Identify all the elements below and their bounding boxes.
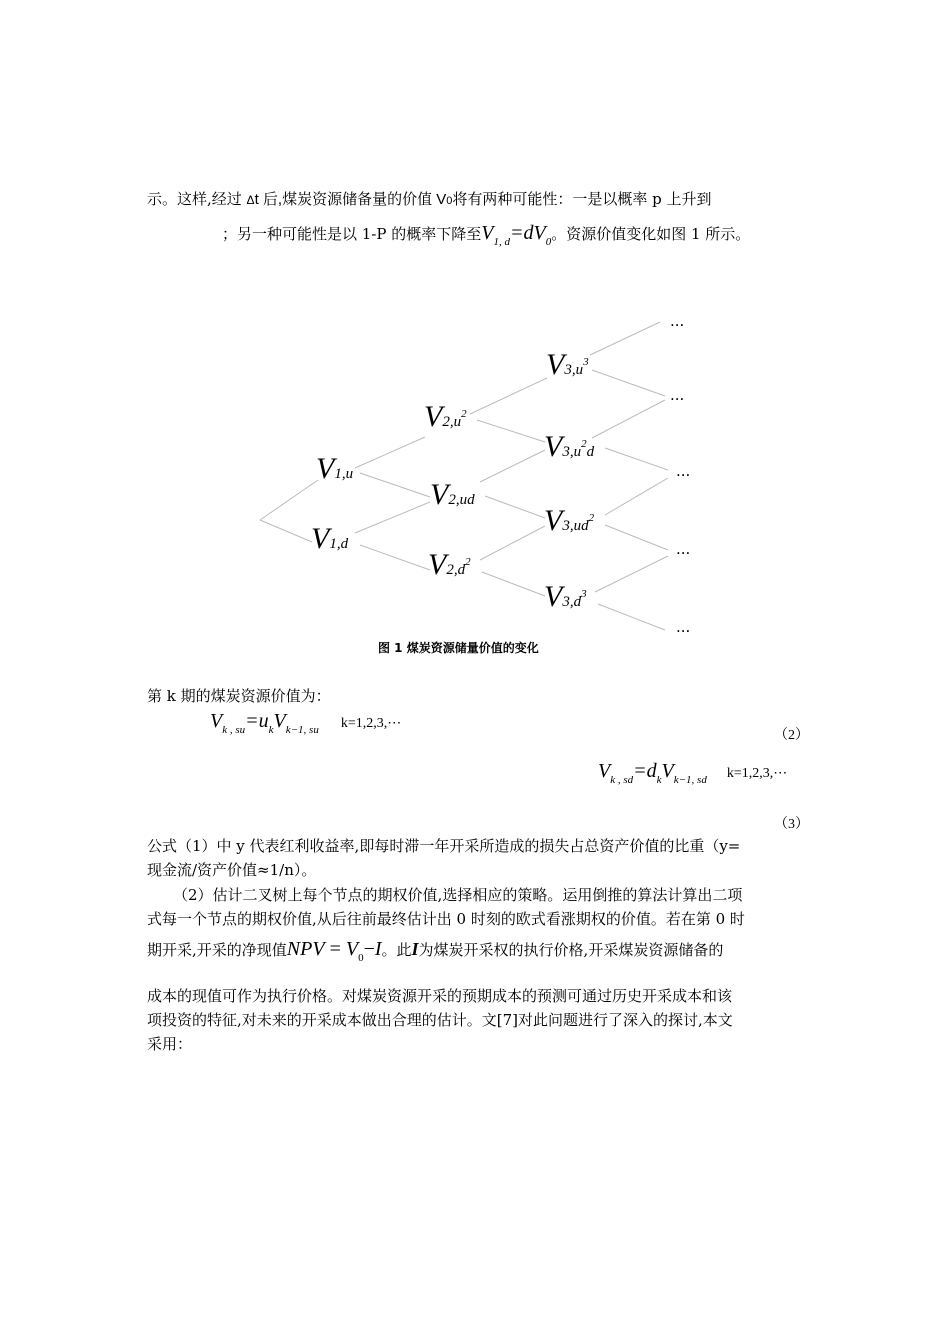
node-subscript-tail: d (586, 444, 595, 460)
math-subscript: 0 (545, 236, 552, 248)
range-text: k=1,2,3,⋯ (726, 766, 788, 781)
node-subscript: 2,u (442, 414, 462, 430)
edge (355, 502, 430, 533)
delta-symbol: Δ (246, 193, 255, 207)
math-subscript: k (268, 724, 274, 736)
math-subscript: 1, d (493, 236, 510, 248)
node-v2ud (430, 478, 475, 512)
node-symbol: V (546, 348, 565, 381)
node-superscript: 2 (465, 556, 471, 568)
edge (480, 526, 545, 560)
node-superscript: 3 (581, 588, 587, 600)
math-subscript: 0 (358, 952, 364, 964)
math-i: I (374, 938, 382, 960)
equation-3 (598, 760, 788, 786)
edge (470, 378, 547, 414)
kperiod-text: 第 k 期的煤炭资源价值为： (147, 687, 331, 705)
node-subscript: 2,d (446, 562, 466, 578)
para-text: 为煤炭开采权的执行价格,开采煤炭资源储备的 (418, 941, 724, 959)
math-d: d (646, 760, 657, 782)
math-npv: NPV (286, 938, 325, 960)
intro-text: t 后,煤炭资源储备量的价值 (254, 191, 437, 208)
node-v2d2 (428, 548, 471, 582)
node-subscript: 3,u (562, 444, 582, 460)
edge (605, 448, 668, 470)
edge (360, 473, 430, 497)
edge (592, 370, 665, 396)
ellipsis: ... (676, 462, 691, 480)
para2-line-6: 采用： (147, 1035, 193, 1053)
equation-3-number: （3） (774, 817, 809, 832)
ellipsis: ... (670, 312, 685, 330)
math-subscript: k , su (222, 724, 246, 736)
equation-2-number: （2） (774, 728, 809, 743)
edge (260, 520, 312, 542)
node-v1d (311, 522, 348, 556)
node-symbol: V (430, 478, 449, 511)
edge (590, 322, 660, 355)
math-v: V (273, 710, 286, 732)
intro-text: 。资源价值变化如图 1 所示。 (551, 225, 751, 243)
v0-subscript: 0 (446, 195, 453, 207)
edge (592, 400, 665, 438)
para2-line-2: 式每一个节点的期权价值,从后往前最终估计出 0 时刻的欧式看涨期权的价值。若在第 0 时 (147, 910, 745, 928)
math-v: V (661, 760, 674, 782)
node-symbol: V (544, 504, 563, 537)
ellipsis: ... (670, 386, 685, 404)
edge (360, 545, 430, 570)
math-equals: = (509, 222, 524, 244)
node-superscript: 2 (581, 438, 587, 450)
para2-line-5: 项投资的特征,对未来的开采成本做出合理的估计。文[7]对此问题进行了深入的探讨,本文 (147, 1011, 733, 1029)
math-subscript: k (656, 774, 662, 786)
node-symbol: V (424, 400, 443, 433)
para2-line-4: 成本的现值可作为执行价格。对煤炭资源开采的预期成本的预测可通过历史开采成本和该 (147, 987, 733, 1005)
node-symbol: V (316, 452, 335, 485)
node-symbol: V (311, 522, 330, 555)
edge (605, 478, 668, 515)
node-v3ud2 (544, 504, 594, 538)
node-v2u2 (424, 400, 467, 434)
equation-2 (210, 710, 402, 736)
para2-line-1: （2）估计二叉树上每个节点的期权价值,选择相应的策略。运用倒推的算法计算出二项 (173, 886, 743, 904)
node-symbol: V (544, 430, 563, 463)
math-u: u (258, 710, 269, 732)
ellipsis: ... (676, 618, 691, 636)
math-subscript: k−1, su (285, 724, 319, 736)
edge (480, 450, 545, 482)
para1-line-2: 现金流/资产价值≈1/n）。 (147, 861, 317, 879)
node-symbol: V (428, 548, 447, 581)
node-subscript: 3,u (564, 362, 584, 378)
math-equals: = (245, 710, 259, 732)
ellipsis: ... (676, 540, 691, 558)
math-v: V (345, 938, 359, 960)
math-equals: = (633, 760, 647, 782)
intro-text: 示。这样,经过 (147, 190, 247, 208)
node-v1u (316, 452, 353, 486)
math-v: V (210, 710, 223, 732)
math-subscript: k−1, sd (673, 774, 707, 786)
edge (477, 420, 545, 442)
range-text: k=1,2,3,⋯ (340, 716, 402, 731)
node-superscript: 3 (583, 356, 589, 368)
node-superscript: 2 (588, 512, 595, 524)
node-subscript: 3,d (562, 594, 582, 610)
math-subscript: k , sd (610, 774, 634, 786)
figure-caption: 图 1 煤炭资源储量价值的变化 (378, 641, 539, 655)
edge (355, 437, 425, 468)
node-superscript: 2 (461, 408, 467, 420)
edge (605, 525, 668, 550)
node-v3d3 (544, 580, 587, 614)
math-i: I (411, 939, 419, 959)
node-v3u3 (546, 348, 589, 382)
edge (485, 496, 545, 518)
node-symbol: V (544, 580, 563, 613)
edge (598, 604, 665, 630)
node-v3u2d (544, 430, 594, 464)
para-text: 期开采,开采的净现值 (147, 941, 287, 959)
math-v: V (481, 222, 494, 244)
edge (595, 556, 668, 592)
node-subscript: 1,d (329, 536, 349, 552)
edge (260, 480, 318, 520)
para2-line-3 (147, 938, 724, 964)
math-equals: = (324, 938, 346, 960)
para-text: 。此 (381, 941, 412, 959)
math-minus: − (363, 938, 375, 960)
para1-line-1: 公式（1）中 y 代表红利收益率,即每时滞一年开采所造成的损失占总资产价值的比重（y= (147, 837, 741, 855)
intro-text: 将有两种可能性：一是以概率 p 上升到 (452, 190, 712, 208)
math-v: V (598, 760, 611, 782)
math-dv: dV (523, 222, 546, 244)
node-subscript: 1,u (334, 466, 354, 482)
node-subscript: 3,ud (562, 518, 589, 534)
intro-text: ；另一种可能性是以 1-P 的概率下降至 (222, 225, 482, 243)
v0-symbol: V (436, 191, 447, 208)
edge (482, 572, 545, 596)
node-subscript: 2,ud (448, 492, 475, 508)
